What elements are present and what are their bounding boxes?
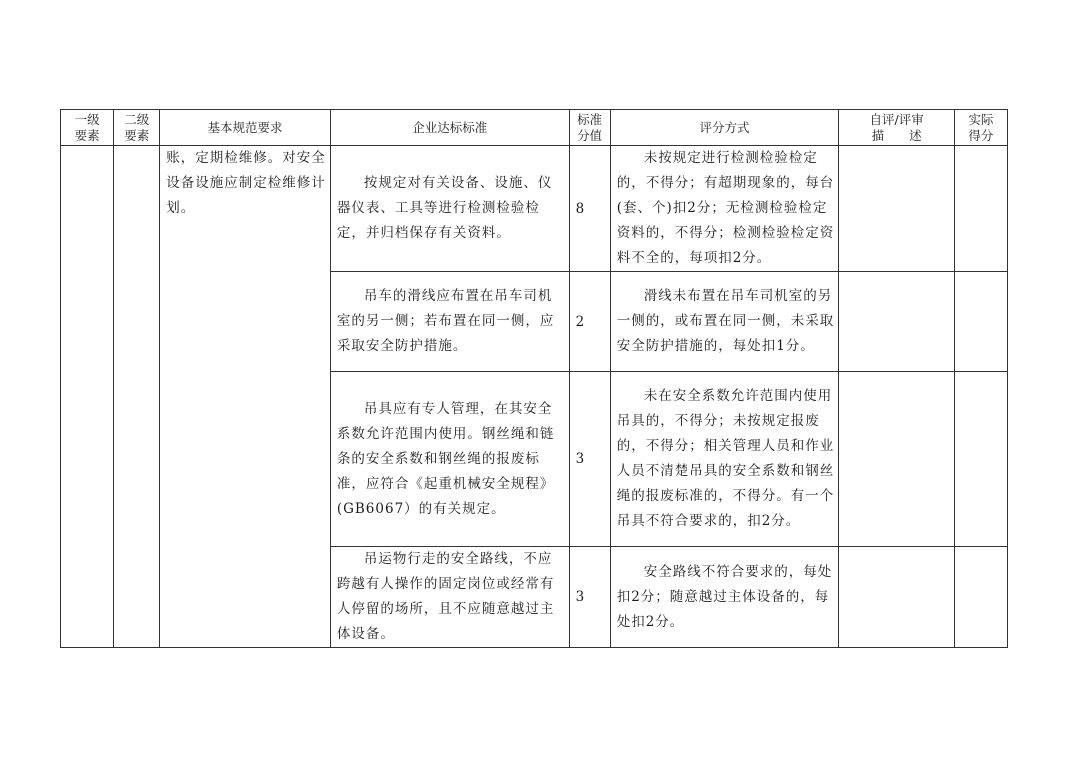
standard-cell: 按规定对有关设备、设施、仪器仪表、工具等进行检测检验检定，并归档保存有关资料。 xyxy=(330,146,569,272)
self-eval-cell xyxy=(839,547,954,648)
standards-table xyxy=(60,109,1008,648)
self-eval-cell xyxy=(839,372,954,547)
level1-cell xyxy=(61,146,114,648)
actual-score-cell xyxy=(954,146,1007,272)
score-cell: 3 xyxy=(569,547,610,648)
method-cell: 未在安全系数允许范围内使用吊具的，不得分；未按规定报废的，不得分；相关管理人员和作业人员不清楚吊具的安全系数和钢丝绳的报废标准的，不得分。有一个吊具不符合要求的，扣2分。 xyxy=(610,372,839,547)
header-basic-requirements: 基本规范要求 xyxy=(160,110,331,146)
table-header-row xyxy=(61,110,1008,146)
basic-requirement-text: 账，定期检维修。对安全设备设施应制定检维修计划。 xyxy=(166,150,326,216)
header-actual-score: 实际 得分 xyxy=(954,110,1007,146)
level2-cell xyxy=(114,146,160,648)
header-level1: 一级 要素 xyxy=(61,110,114,146)
header-level2: 二级 要素 xyxy=(114,110,160,146)
score-cell: 3 xyxy=(569,372,610,547)
header-enterprise-standard: 企业达标标准 xyxy=(330,110,569,146)
self-eval-cell xyxy=(839,146,954,272)
self-eval-cell xyxy=(839,272,954,372)
standard-cell: 吊运物行走的安全路线，不应跨越有人操作的固定岗位或经常有人停留的场所，且不应随意越过主体设备。 xyxy=(330,547,569,648)
standard-cell: 吊车的滑线应布置在吊车司机室的另一侧；若布置在同一侧，应采取安全防护措施。 xyxy=(330,272,569,372)
header-self-eval: 自评/评审 描 述 xyxy=(839,110,954,146)
standard-cell: 吊具应有专人管理，在其安全系数允许范围内使用。钢丝绳和链条的安全系数和钢丝绳的报废标准，应符合《起重机械安全规程》(GB6067）的有关规定。 xyxy=(330,372,569,547)
header-score: 标准 分值 xyxy=(569,110,610,146)
actual-score-cell xyxy=(954,372,1007,547)
score-cell: 2 xyxy=(569,272,610,372)
method-cell: 安全路线不符合要求的，每处扣2分；随意越过主体设备的，每处扣2分。 xyxy=(610,547,839,648)
header-scoring-method: 评分方式 xyxy=(610,110,839,146)
actual-score-cell xyxy=(954,547,1007,648)
actual-score-cell xyxy=(954,272,1007,372)
method-cell: 滑线未布置在吊车司机室的另一侧的，或布置在同一侧，未采取安全防护措施的，每处扣1分。 xyxy=(610,272,839,372)
basic-requirement-cell xyxy=(160,146,331,648)
table-row xyxy=(61,146,1008,272)
method-cell: 未按规定进行检测检验检定的，不得分；有超期现象的，每台(套、个)扣2分；无检测检验检定资料的，不得分；检测检验检定资料不全的，每项扣2分。 xyxy=(610,146,839,272)
score-cell: 8 xyxy=(569,146,610,272)
